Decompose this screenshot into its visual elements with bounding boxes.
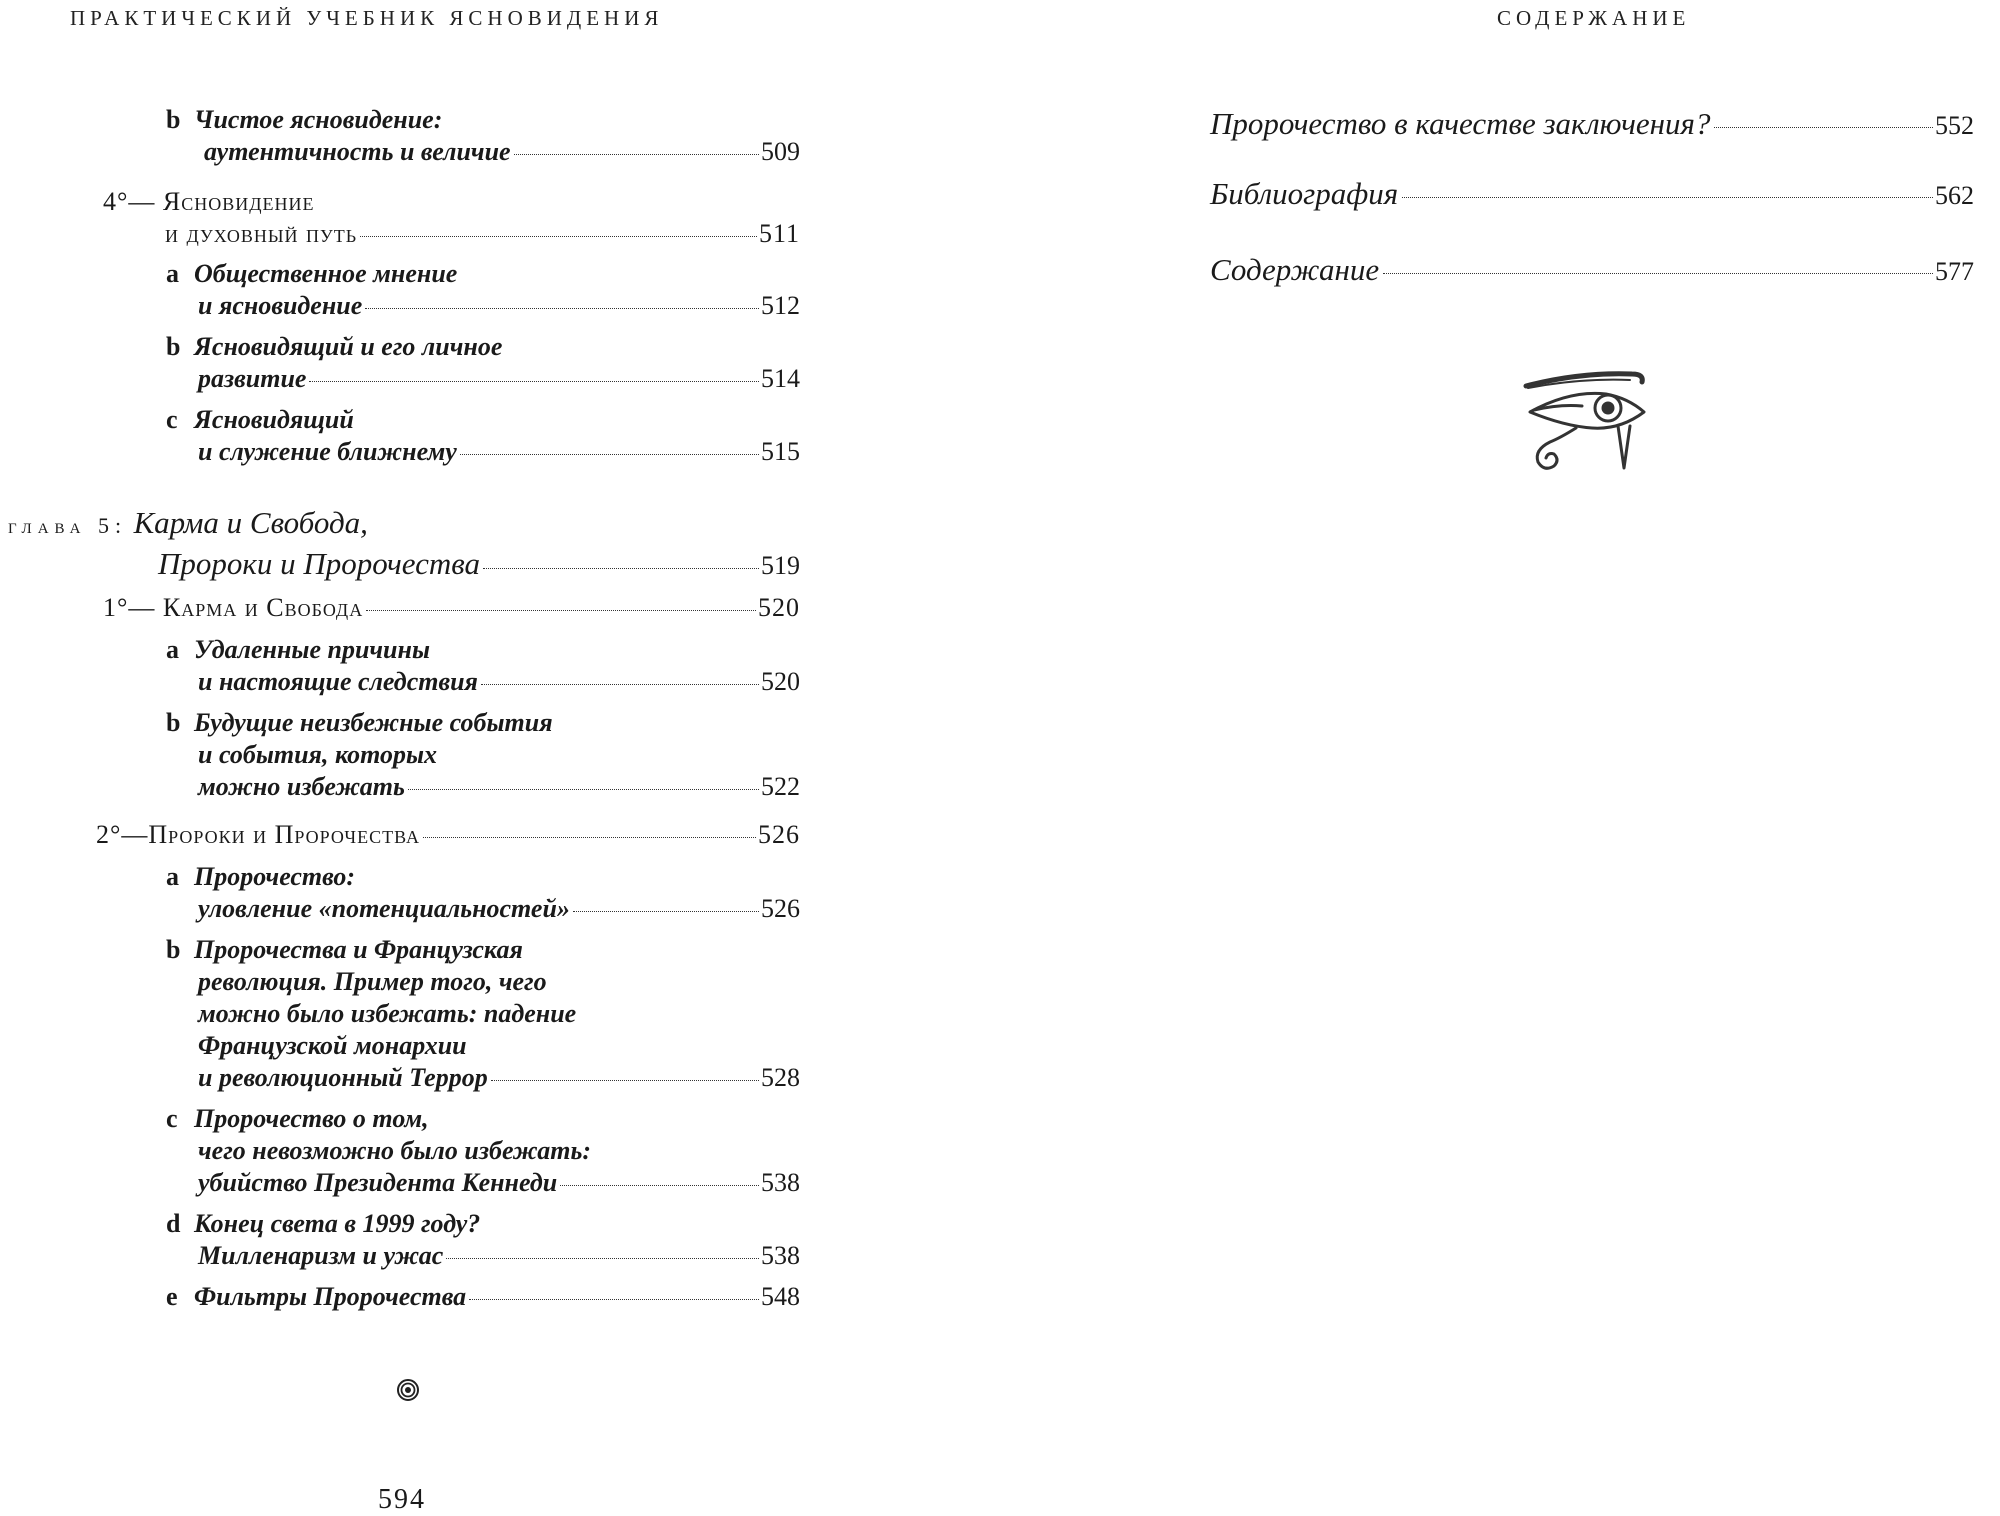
entry-title: развитие [198,364,307,393]
toc-section[interactable] [103,186,800,250]
entry-title: можно было избежать: падение [198,999,577,1028]
right-page [1180,0,2000,1514]
page-number: 562 [1935,181,1974,210]
page-number: 519 [761,551,800,580]
entry-title: революция. Пример того, чего [198,967,547,996]
running-head: ПРАКТИЧЕСКИЙ УЧЕБНИК ЯСНОВИДЕНИЯ [70,6,664,30]
toc-entry[interactable] [166,934,800,1094]
entry-title: Чистое ясновидение: [194,105,443,134]
section-title: Ясновидение [162,187,315,216]
entry-title: Пророчества и Французская [194,935,523,964]
entry-title: чего невозможно было избежать: [198,1136,592,1165]
entry-title: Будущие неизбежные события [194,708,553,737]
page-number: 526 [761,894,800,923]
dot-leader [366,610,756,611]
page-number: 509 [761,137,800,166]
toc-chapter[interactable] [8,504,800,585]
chapter-label: глава 5: [8,513,128,538]
toc-section[interactable] [96,819,800,851]
running-head: СОДЕРЖАНИЕ [1497,6,1691,30]
dot-leader [491,1080,759,1081]
entry-title: и события, которых [198,740,438,769]
page-number: 522 [761,772,800,801]
dot-leader [469,1299,759,1300]
toc-entry[interactable] [166,861,800,925]
section-title: Карма и Свобода [162,593,364,622]
dot-leader [309,381,759,382]
entry-title: и ясновидение [198,291,363,320]
entry-marker: d [166,1209,181,1238]
entry-title: аутентичность и величие [204,137,511,166]
dot-leader [560,1185,759,1186]
entry-title: Ясновидящий [194,405,354,434]
toc-entry[interactable] [1210,174,1974,216]
entry-title: Фильтры Пророчества [194,1282,467,1311]
entry-marker: b [166,708,181,737]
chapter-title: Карма и Свобода, [133,505,368,540]
entry-title: Ясновидящий и его личное [194,332,503,361]
section-title: Пророки и Пророчества [148,820,420,849]
entry-title: Содержание [1210,252,1380,287]
toc-entry[interactable] [166,104,800,168]
entry-title: Пророчество о том, [194,1104,429,1133]
section-number: 2°— [96,820,149,849]
chapter-title: Пророки и Пророчества [158,546,481,581]
page-number: 511 [758,219,800,248]
dot-leader [446,1258,759,1259]
entry-title: Библиография [1210,176,1399,211]
entry-marker: b [166,105,181,134]
entry-marker: a [166,259,179,288]
page-number: 520 [761,667,800,696]
entry-title: и настоящие следствия [198,667,478,696]
entry-title: можно избежать [198,772,405,801]
section-number: 1°— [103,593,156,622]
toc-entry[interactable] [1210,104,1974,146]
dot-leader [460,454,759,455]
left-page [0,0,820,1514]
entry-marker: a [166,862,179,891]
section-number: 4°— [103,187,156,216]
entry-marker: c [166,1104,178,1133]
entry-title: и революционный Террор [198,1063,488,1092]
entry-title: и служение ближнему [198,437,457,466]
entry-title: Пророчество: [194,862,356,891]
dot-leader [481,684,759,685]
entry-title: Французской монархии [198,1031,467,1060]
entry-title: Конец света в 1999 году? [194,1209,481,1238]
entry-marker: e [166,1282,178,1311]
toc-entry[interactable] [166,1281,800,1313]
page-number: 526 [758,820,800,849]
toc-entry[interactable] [166,404,800,468]
toc-section[interactable] [103,592,800,624]
page-number: 548 [761,1282,800,1311]
dot-leader [514,154,759,155]
page-number: 552 [1935,111,1974,140]
eye-of-horus-icon [1520,368,1652,480]
page-number: 520 [758,593,800,622]
toc-entry[interactable] [166,331,800,395]
dot-leader [1383,273,1933,274]
toc-entry[interactable] [166,1208,800,1272]
entry-title: Общественное мнение [194,259,458,288]
entry-title: Удаленные причины [194,635,430,664]
toc-entry[interactable] [166,1103,800,1199]
entry-marker: c [166,405,178,434]
spiral-ornament-icon [396,1378,420,1402]
dot-leader [483,568,759,569]
dot-leader [1402,197,1933,198]
page-number: 538 [761,1241,800,1270]
dot-leader [365,308,759,309]
toc-entry[interactable] [166,258,800,322]
page-number: 538 [761,1168,800,1197]
entry-title: убийство Президента Кеннеди [198,1168,558,1197]
dot-leader [573,911,759,912]
entry-marker: b [166,332,181,361]
entry-marker: a [166,635,179,664]
page-number: 528 [761,1063,800,1092]
dot-leader [360,236,757,237]
page-number: 577 [1935,257,1974,286]
entry-title: Пророчество в качестве заключения? [1210,106,1711,141]
toc-entry[interactable] [1210,250,1974,292]
entry-marker: b [166,935,181,964]
page-number: 515 [761,437,800,466]
section-title: и духовный путь [165,219,358,248]
page-number: 514 [761,364,800,393]
toc-entry[interactable] [166,634,800,698]
page-number: 512 [761,291,800,320]
dot-leader [423,837,756,838]
dot-leader [408,789,759,790]
toc-entry[interactable] [166,707,800,803]
page-folio: 594 [378,1484,426,1515]
entry-title: Милленаризм и ужас [198,1241,444,1270]
dot-leader [1714,127,1933,128]
entry-title: уловление «потенциальностей» [198,894,570,923]
